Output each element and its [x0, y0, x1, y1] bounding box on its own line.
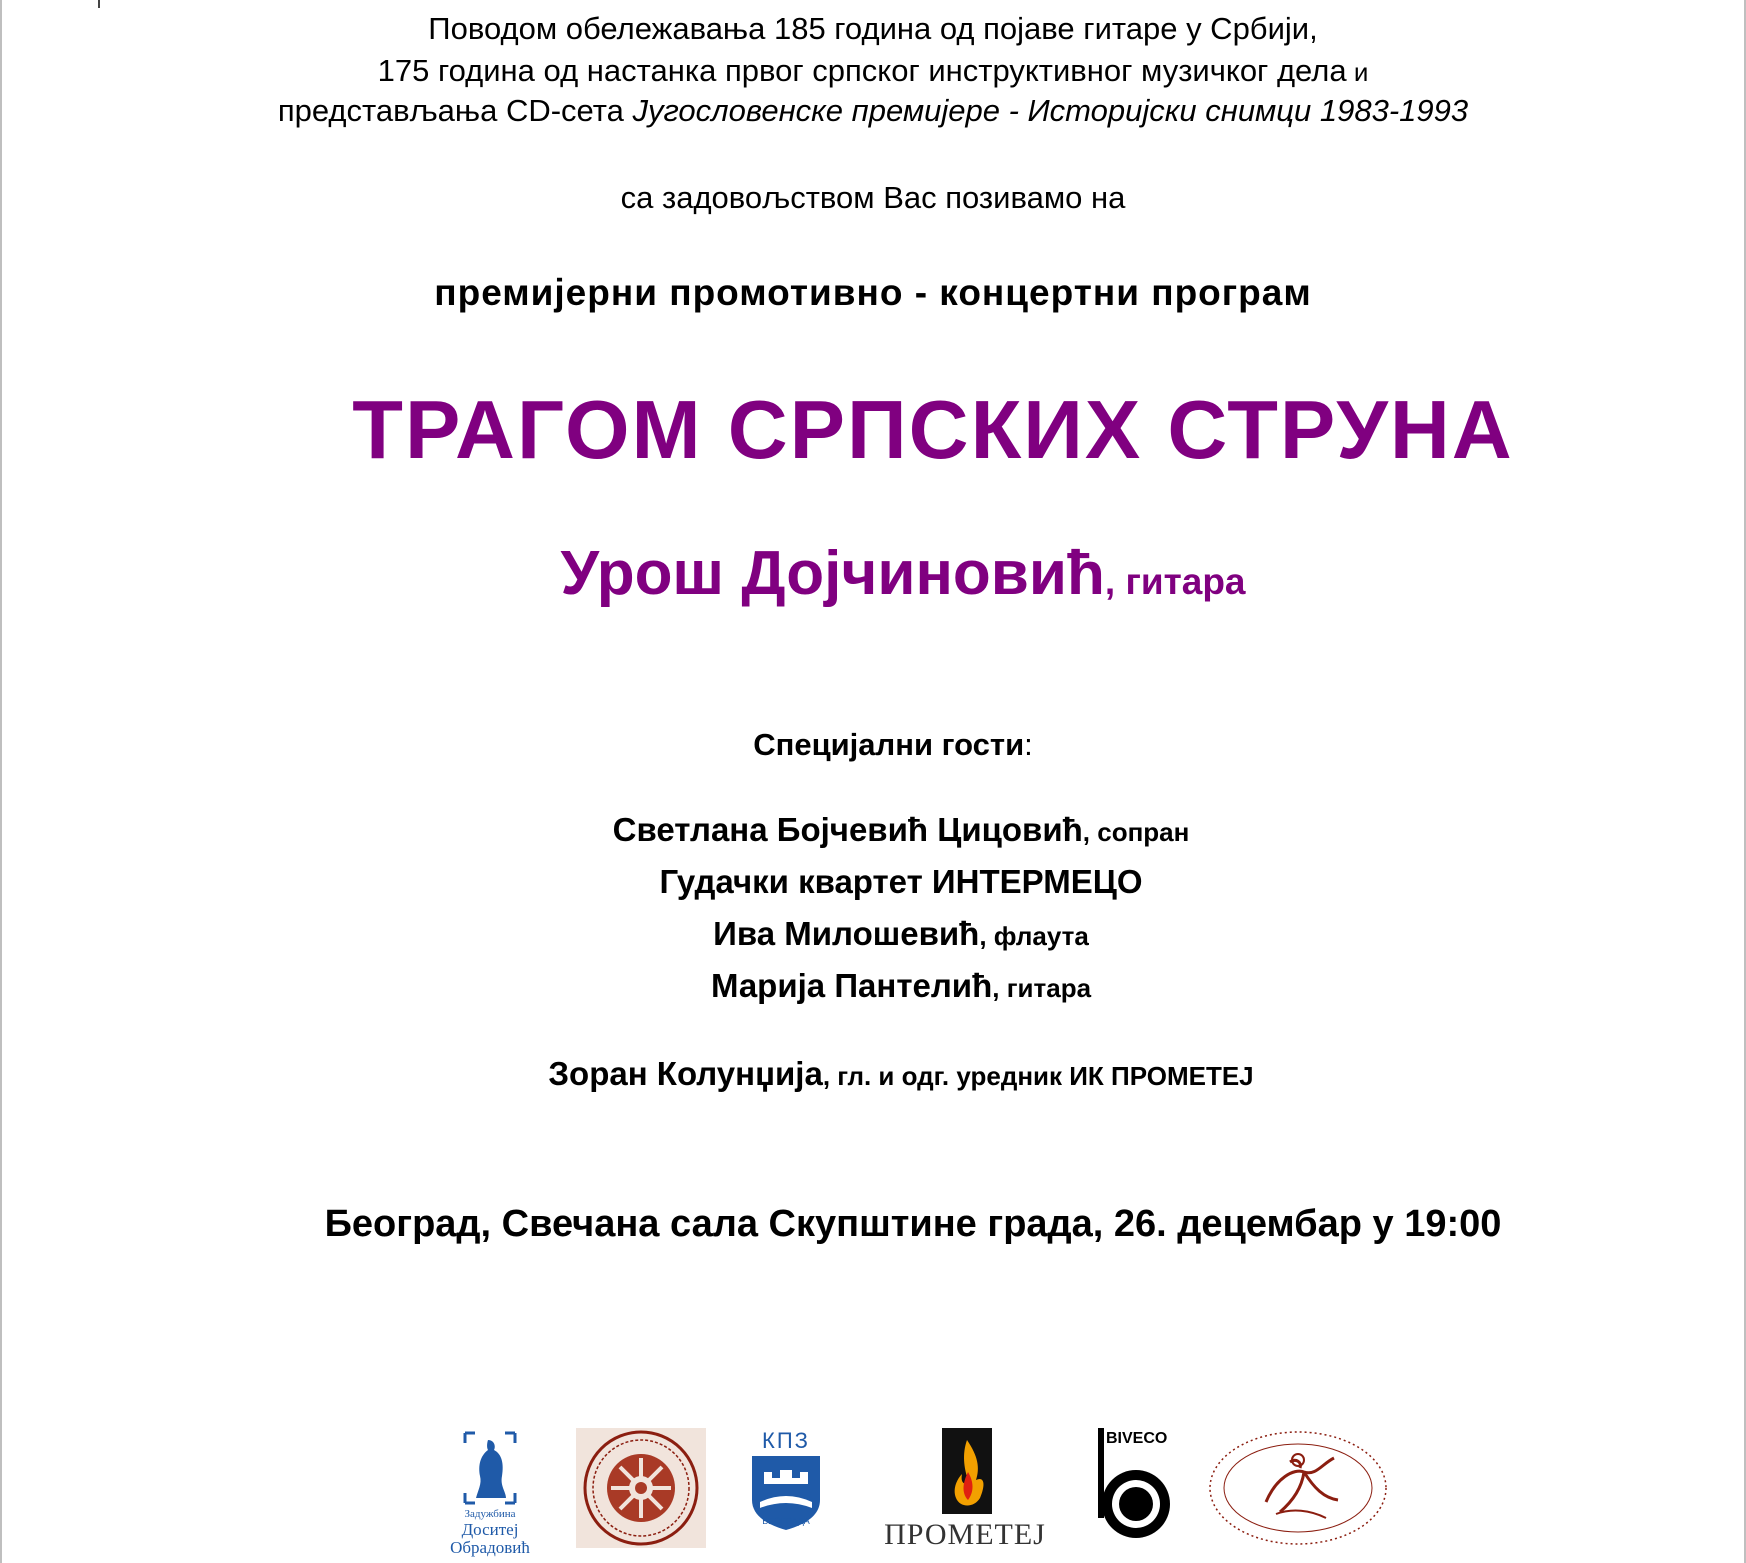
venue-line	[40, 1203, 1746, 1246]
editor-line	[28, 1055, 1746, 1093]
soloist-name: Урош Дојчиновић	[560, 539, 1105, 608]
kpz-acronym: КПЗ	[762, 1428, 810, 1453]
guests-heading	[20, 727, 1746, 763]
page-border-left	[0, 0, 2, 1563]
intro-text-2: 175 година од настанка првог српског инструктивног музичког дела	[377, 53, 1347, 88]
invitation-text: са задовољством Вас позивамо на	[620, 180, 1126, 215]
guest-role: , сопран	[1082, 817, 1190, 847]
guest-role: , флаута	[979, 921, 1089, 951]
guest-item	[28, 909, 1746, 961]
editor-role: , гл. и одг. уредник ИК ПРОМЕТЕЈ	[822, 1061, 1254, 1091]
intro-line-3	[0, 92, 1746, 129]
guest-name: Гудачки квартет ИНТЕРМЕЦО	[659, 863, 1143, 900]
intro-line-2	[0, 52, 1746, 91]
prometej-logo	[880, 1428, 1050, 1551]
guest-name: Светлана Бојчевић Цицовић	[612, 811, 1083, 848]
nimbus-art-logo	[1206, 1428, 1390, 1548]
intro-text-2-tail: и	[1346, 57, 1369, 87]
intro-line-1	[0, 10, 1746, 47]
soloist	[30, 538, 1746, 609]
kpz-logo	[748, 1428, 824, 1548]
guest-list	[28, 805, 1746, 1013]
venue-text: Београд, Свечана сала Скупштине града, 26. децембар у 19:00	[324, 1203, 1502, 1245]
guest-name: Марија Пантелић	[710, 967, 993, 1004]
event-title-text: ТРАГОМ СРПСКИХ СТРУНА	[352, 383, 1514, 476]
cd-set-title: Југословенске премијере - Историјски снимци 1983-1993	[632, 93, 1469, 128]
guest-item	[28, 961, 1746, 1013]
program-type	[0, 272, 1746, 314]
dositej-logo	[440, 1428, 540, 1557]
flame-icon	[880, 1428, 1050, 1516]
kpz-bottom-text: БЕОГРАДА	[762, 1516, 810, 1526]
guest-item	[28, 857, 1746, 909]
soloist-role: , гитара	[1104, 561, 1246, 602]
guest-name: Ива Милошевић	[713, 915, 980, 952]
guest-role: , гитара	[992, 973, 1092, 1003]
biveco-name: BIVECO	[1106, 1430, 1168, 1447]
guests-heading-text: Специјални гости	[753, 727, 1025, 762]
guest-item	[28, 805, 1746, 857]
prometej-name: ПРОМЕТЕЈ	[884, 1518, 1046, 1551]
intro-text-3-prefix: представљања CD-сета	[277, 93, 633, 128]
dositej-line1: Задужбина	[464, 1508, 516, 1520]
event-title	[60, 382, 1746, 478]
guests-heading-colon: :	[1024, 727, 1033, 762]
ornament-logo	[576, 1428, 706, 1548]
dositej-statue-icon	[440, 1428, 540, 1508]
crop-mark	[98, 0, 100, 8]
biveco-logo	[1096, 1428, 1176, 1548]
program-type-text: премијерни промотивно - концертни програм	[434, 272, 1312, 313]
editor-name: Зоран Колунџија	[548, 1055, 823, 1092]
dositej-line3: Обрадовић	[450, 1538, 530, 1557]
intro-text-1: Поводом обележавања 185 година од појаве гитаре у Србији,	[428, 11, 1318, 46]
serbian-ornament-seal-icon	[576, 1428, 706, 1548]
invitation-line	[0, 180, 1746, 216]
nimbus-art-dancer-seal-icon	[1206, 1428, 1390, 1548]
dositej-line2: Доситеј	[461, 1520, 519, 1539]
